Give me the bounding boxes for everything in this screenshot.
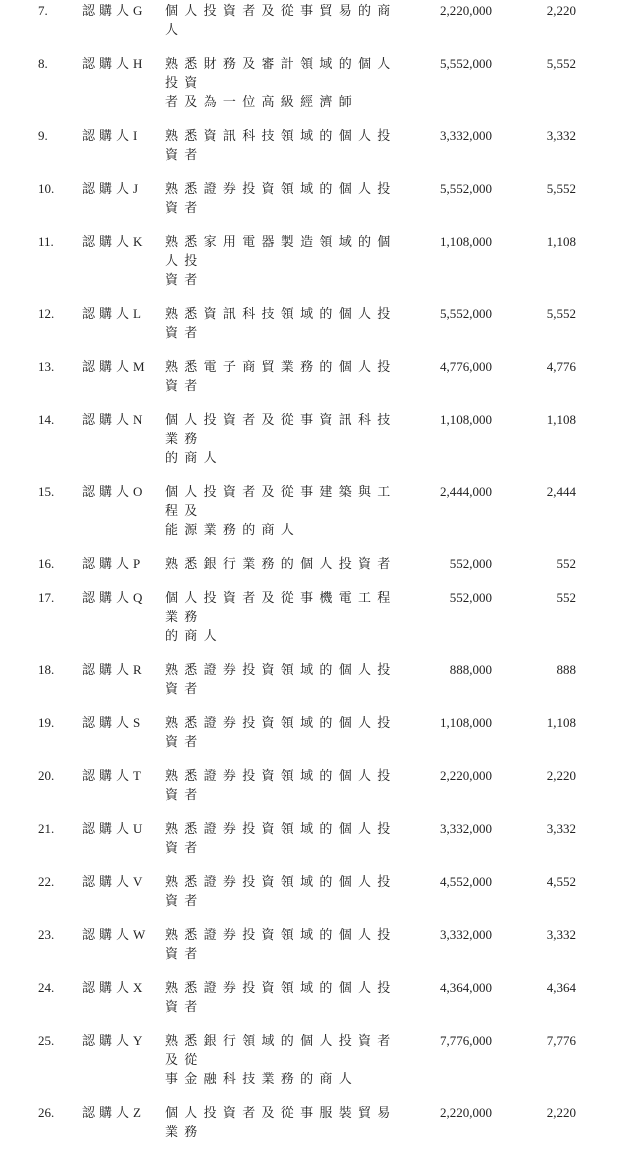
subscriber-name: 認購人T [82, 768, 145, 783]
table-row [0, 819, 629, 872]
share-count: 4,552 [546, 874, 576, 889]
share-count: 2,444 [546, 484, 576, 499]
share-count: 552 [556, 556, 576, 571]
row-number: 25. [38, 1033, 55, 1048]
subscriber-name: 認購人K [82, 234, 147, 249]
subscription-amount: 2,220,000 [440, 1105, 492, 1120]
subscriber-name: 認購人W [82, 927, 150, 942]
row-number: 19. [38, 715, 55, 730]
share-count: 5,552 [546, 306, 576, 321]
subscription-amount: 552,000 [449, 590, 492, 605]
table-row [0, 304, 629, 357]
subscriber-description: 熟悉證券投資領域的個人投資者 [165, 980, 397, 1014]
subscription-amount: 1,108,000 [440, 412, 492, 427]
subscriber-name: 認購人U [82, 821, 147, 836]
subscriber-name: 認購人X [82, 980, 147, 995]
share-count: 552 [556, 590, 576, 605]
row-number: 10. [38, 181, 55, 196]
subscriber-description: 熟悉電子商貿業務的個人投資者 [165, 359, 397, 393]
table-row [0, 410, 629, 482]
table-row [0, 482, 629, 554]
row-number: 17. [38, 590, 55, 605]
subscriber-name: 認購人N [82, 412, 147, 427]
subscription-amount: 5,552,000 [440, 306, 492, 321]
subscriber-description: 熟悉證券投資領域的個人投資者 [165, 927, 397, 961]
subscriber-description: 個人投資者及從事機電工程業務 的商人 [165, 590, 397, 643]
subscriber-name: 認購人P [82, 556, 145, 571]
table-row [0, 925, 629, 978]
subscriber-name: 認購人J [82, 181, 143, 196]
subscription-amount: 2,220,000 [440, 768, 492, 783]
row-number: 7. [38, 3, 48, 18]
row-number: 14. [38, 412, 55, 427]
subscriber-name: 認購人L [82, 306, 145, 321]
subscriber-name: 認購人G [82, 3, 147, 18]
share-count: 3,332 [546, 927, 576, 942]
share-count: 2,220 [546, 768, 576, 783]
subscription-amount: 7,776,000 [440, 1033, 492, 1048]
share-count: 1,108 [546, 412, 576, 427]
row-number: 18. [38, 662, 55, 677]
subscriber-description: 熟悉家用電器製造領域的個人投 資者 [165, 234, 397, 287]
share-count: 1,108 [546, 234, 576, 249]
share-count: 4,364 [546, 980, 576, 995]
share-count: 5,552 [546, 56, 576, 71]
subscription-amount: 4,776,000 [440, 359, 492, 374]
subscribers-table [0, 1, 629, 1156]
subscription-amount: 2,444,000 [440, 484, 492, 499]
table-row [0, 872, 629, 925]
table-row [0, 126, 629, 179]
row-number: 22. [38, 874, 55, 889]
share-count: 1,108 [546, 715, 576, 730]
table-row [0, 1031, 629, 1103]
subscriber-name: 認購人Y [82, 1033, 147, 1048]
table-row [0, 1103, 629, 1156]
share-count: 2,220 [546, 1105, 576, 1120]
table-row [0, 1, 629, 54]
table-row [0, 713, 629, 766]
subscription-amount: 552,000 [449, 556, 492, 571]
subscription-amount: 3,332,000 [440, 821, 492, 836]
subscriber-name: 認購人M [82, 359, 149, 374]
share-count: 3,332 [546, 128, 576, 143]
subscriber-description: 熟悉證券投資領域的個人投資者 [165, 715, 397, 749]
subscriber-name: 認購人R [82, 662, 146, 677]
table-row [0, 357, 629, 410]
subscription-amount: 2,220,000 [440, 3, 492, 18]
subscription-amount: 3,332,000 [440, 128, 492, 143]
share-count: 2,220 [546, 3, 576, 18]
table-row [0, 554, 629, 588]
subscriber-name: 認購人I [82, 128, 142, 143]
subscription-amount: 888,000 [449, 662, 492, 677]
share-count: 5,552 [546, 181, 576, 196]
subscriber-description: 熟悉證券投資領域的個人投資者 [165, 662, 397, 696]
share-count: 7,776 [546, 1033, 576, 1048]
subscription-amount: 1,108,000 [440, 234, 492, 249]
table-row [0, 588, 629, 660]
subscriber-description: 熟悉證券投資領域的個人投資者 [165, 874, 397, 908]
subscriber-name: 認購人S [82, 715, 145, 730]
table-row [0, 766, 629, 819]
subscriber-name: 認購人V [82, 874, 147, 889]
share-count: 888 [556, 662, 576, 677]
subscriber-name: 認購人Q [82, 590, 147, 605]
row-number: 20. [38, 768, 55, 783]
subscriber-description: 熟悉財務及審計領域的個人投資 者及為一位高級經濟師 [165, 56, 397, 109]
row-number: 9. [38, 128, 48, 143]
subscriber-description: 個人投資者及從事貿易的商人 [165, 3, 397, 37]
table-row [0, 978, 629, 1031]
subscriber-description: 熟悉銀行業務的個人投資者 [165, 556, 397, 571]
table-row [0, 232, 629, 304]
row-number: 13. [38, 359, 55, 374]
subscriber-description: 個人投資者及從事服裝貿易業務 [165, 1105, 397, 1139]
subscriber-name: 認購人Z [82, 1105, 145, 1120]
share-count: 4,776 [546, 359, 576, 374]
subscriber-name: 認購人H [82, 56, 147, 71]
table-row [0, 179, 629, 232]
share-count: 3,332 [546, 821, 576, 836]
row-number: 8. [38, 56, 48, 71]
subscription-amount: 4,552,000 [440, 874, 492, 889]
subscription-amount: 3,332,000 [440, 927, 492, 942]
subscription-amount: 4,364,000 [440, 980, 492, 995]
table-row [0, 54, 629, 126]
row-number: 21. [38, 821, 55, 836]
subscriber-description: 個人投資者及從事建築與工程及 能源業務的商人 [165, 484, 397, 537]
row-number: 24. [38, 980, 55, 995]
row-number: 23. [38, 927, 55, 942]
subscriber-description: 熟悉證券投資領域的個人投資者 [165, 768, 397, 802]
row-number: 15. [38, 484, 55, 499]
subscriber-description: 熟悉資訊科技領域的個人投資者 [165, 306, 397, 340]
subscription-amount: 1,108,000 [440, 715, 492, 730]
subscriber-description: 熟悉證券投資領域的個人投資者 [165, 181, 397, 215]
row-number: 12. [38, 306, 55, 321]
table-row [0, 660, 629, 713]
subscriber-description: 熟悉資訊科技領域的個人投資者 [165, 128, 397, 162]
subscriber-description: 熟悉銀行領域的個人投資者及從 事金融科技業務的商人 [165, 1033, 397, 1086]
subscriber-description: 個人投資者及從事資訊科技業務 的商人 [165, 412, 397, 465]
subscriber-description: 熟悉證券投資領域的個人投資者 [165, 821, 397, 855]
row-number: 16. [38, 556, 55, 571]
subscription-amount: 5,552,000 [440, 56, 492, 71]
row-number: 11. [38, 234, 54, 249]
subscription-amount: 5,552,000 [440, 181, 492, 196]
row-number: 26. [38, 1105, 55, 1120]
subscriber-name: 認購人O [82, 484, 147, 499]
